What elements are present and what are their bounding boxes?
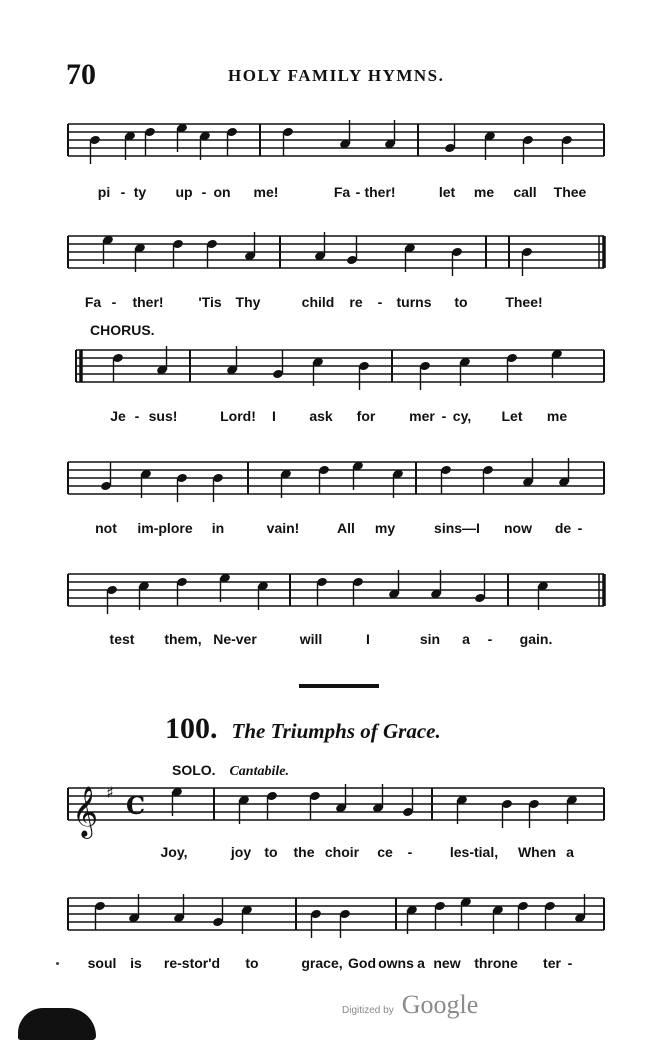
lyric-syllable: I	[366, 631, 370, 647]
lyric-syllable: call	[513, 184, 537, 200]
hymn-heading	[165, 712, 441, 746]
staff-notation-6	[0, 782, 656, 837]
staff-notation-3	[0, 344, 656, 394]
performance-direction	[172, 762, 289, 780]
lyric-syllable: -	[377, 294, 383, 310]
lyric-syllable: joy	[230, 844, 252, 860]
page-header	[0, 58, 656, 98]
staff-notation-7	[0, 892, 656, 942]
lyric-syllable: ter	[543, 955, 561, 971]
lyric-syllable: When	[517, 844, 557, 860]
lyric-syllable: ask	[309, 408, 333, 424]
lyric-syllable: Thee	[553, 184, 587, 200]
lyric-syllable: les-tial,	[449, 844, 499, 860]
lyric-syllable: -	[577, 520, 583, 536]
staff-notation-2	[0, 230, 656, 280]
music-staff-2	[0, 230, 656, 280]
lyric-syllable: a	[462, 631, 470, 647]
lyric-syllable: vain!	[266, 520, 300, 536]
lyric-syllable: new	[433, 955, 461, 971]
lyric-syllable: -	[120, 184, 126, 200]
chorus-label: CHORUS.	[90, 322, 155, 338]
staff-notation-4	[0, 456, 656, 506]
music-staff-7	[0, 892, 656, 942]
lyric-syllable: me	[546, 408, 568, 424]
digitizer-credit	[342, 990, 478, 1020]
ink-speck	[56, 962, 59, 965]
lyric-syllable: ty	[133, 184, 147, 200]
hymn-title: The Triumphs of Grace.	[231, 719, 441, 743]
lyric-syllable: Fa	[84, 294, 102, 310]
lyric-syllable: -	[201, 184, 207, 200]
lyric-syllable: now	[504, 520, 532, 536]
lyric-syllable: choir	[324, 844, 360, 860]
lyric-syllable: a	[417, 955, 425, 971]
lyric-syllable: -	[441, 408, 447, 424]
lyric-syllable: let	[438, 184, 456, 200]
lyrics-line-4	[0, 520, 656, 542]
lyric-syllable: owns	[378, 955, 414, 971]
lyric-syllable: sus!	[148, 408, 178, 424]
digitized-by-text: Digitized by	[342, 1005, 394, 1016]
lyric-syllable: throne	[474, 955, 518, 971]
lyric-syllable: -	[567, 955, 573, 971]
lyric-syllable: All	[337, 520, 355, 536]
lyric-syllable: on	[213, 184, 231, 200]
lyric-syllable: pi	[97, 184, 111, 200]
lyric-syllable: Ne-ver	[213, 631, 257, 647]
staff-notation-5	[0, 568, 656, 618]
lyric-syllable: is	[130, 955, 142, 971]
voice-label: SOLO.	[172, 762, 216, 778]
lyric-syllable: child	[301, 294, 335, 310]
section-divider	[299, 684, 379, 688]
lyric-syllable: God	[348, 955, 376, 971]
lyric-syllable: me	[473, 184, 495, 200]
lyric-syllable: to	[454, 294, 468, 310]
lyric-syllable: I	[272, 408, 276, 424]
lyrics-line-5	[0, 631, 656, 653]
music-staff-5	[0, 568, 656, 618]
lyric-syllable: Thee!	[505, 294, 543, 310]
lyric-syllable: ther!	[364, 184, 396, 200]
running-head: HOLY FAMILY HYMNS.	[228, 66, 445, 85]
lyric-syllable: re-stor'd	[163, 955, 221, 971]
hymn-number: 100.	[165, 712, 218, 745]
lyric-syllable: -	[407, 844, 413, 860]
lyric-syllable: cy,	[452, 408, 472, 424]
lyrics-line-2	[0, 294, 656, 316]
lyric-syllable: -	[134, 408, 140, 424]
lyric-syllable: -	[111, 294, 117, 310]
lyric-syllable: for	[356, 408, 376, 424]
lyric-syllable: -	[355, 184, 361, 200]
music-staff-6	[0, 782, 656, 837]
staff-notation-1	[0, 118, 656, 168]
lyric-syllable: them,	[164, 631, 202, 647]
lyric-syllable: the	[293, 844, 315, 860]
lyric-syllable: mer	[409, 408, 435, 424]
lyric-syllable: turns	[396, 294, 432, 310]
lyric-syllable: gain.	[519, 631, 553, 647]
lyrics-line-3	[0, 408, 656, 430]
lyric-syllable: to	[245, 955, 259, 971]
lyrics-line-7	[0, 955, 656, 977]
music-staff-1	[0, 118, 656, 168]
music-staff-3	[0, 344, 656, 394]
svg-text:♯: ♯	[106, 783, 114, 802]
ink-blot	[18, 1008, 96, 1040]
svg-text:C: C	[126, 791, 146, 820]
tempo-marking: Cantabile.	[229, 764, 289, 779]
lyrics-line-1	[0, 184, 656, 206]
lyric-syllable: in	[211, 520, 225, 536]
music-staff-4	[0, 456, 656, 506]
lyric-syllable: im-plore	[137, 520, 193, 536]
lyric-syllable: a	[566, 844, 574, 860]
google-logo: Google	[401, 990, 479, 1019]
lyric-syllable: will	[299, 631, 323, 647]
lyric-syllable: ther!	[132, 294, 164, 310]
svg-text:𝄞: 𝄞	[72, 786, 99, 837]
lyric-syllable: Lord!	[220, 408, 256, 424]
lyric-syllable: de	[554, 520, 572, 536]
lyric-syllable: Joy,	[160, 844, 188, 860]
lyric-syllable: Let	[501, 408, 523, 424]
lyric-syllable: Thy	[235, 294, 261, 310]
lyric-syllable: grace,	[301, 955, 343, 971]
lyric-syllable: re	[349, 294, 363, 310]
lyric-syllable: sin	[419, 631, 441, 647]
lyric-syllable: Je	[110, 408, 126, 424]
lyric-syllable: sins—I	[434, 520, 480, 536]
lyrics-line-6	[0, 844, 656, 866]
lyric-syllable: 'Tis	[198, 294, 222, 310]
lyric-syllable: -	[487, 631, 493, 647]
lyric-syllable: soul	[87, 955, 117, 971]
page-number: 70	[66, 58, 96, 91]
lyric-syllable: me!	[253, 184, 279, 200]
lyric-syllable: to	[264, 844, 278, 860]
lyric-syllable: up	[175, 184, 193, 200]
lyric-syllable: not	[95, 520, 117, 536]
lyric-syllable: my	[374, 520, 396, 536]
lyric-syllable: ce	[377, 844, 393, 860]
lyric-syllable: Fa	[333, 184, 351, 200]
lyric-syllable: test	[109, 631, 135, 647]
